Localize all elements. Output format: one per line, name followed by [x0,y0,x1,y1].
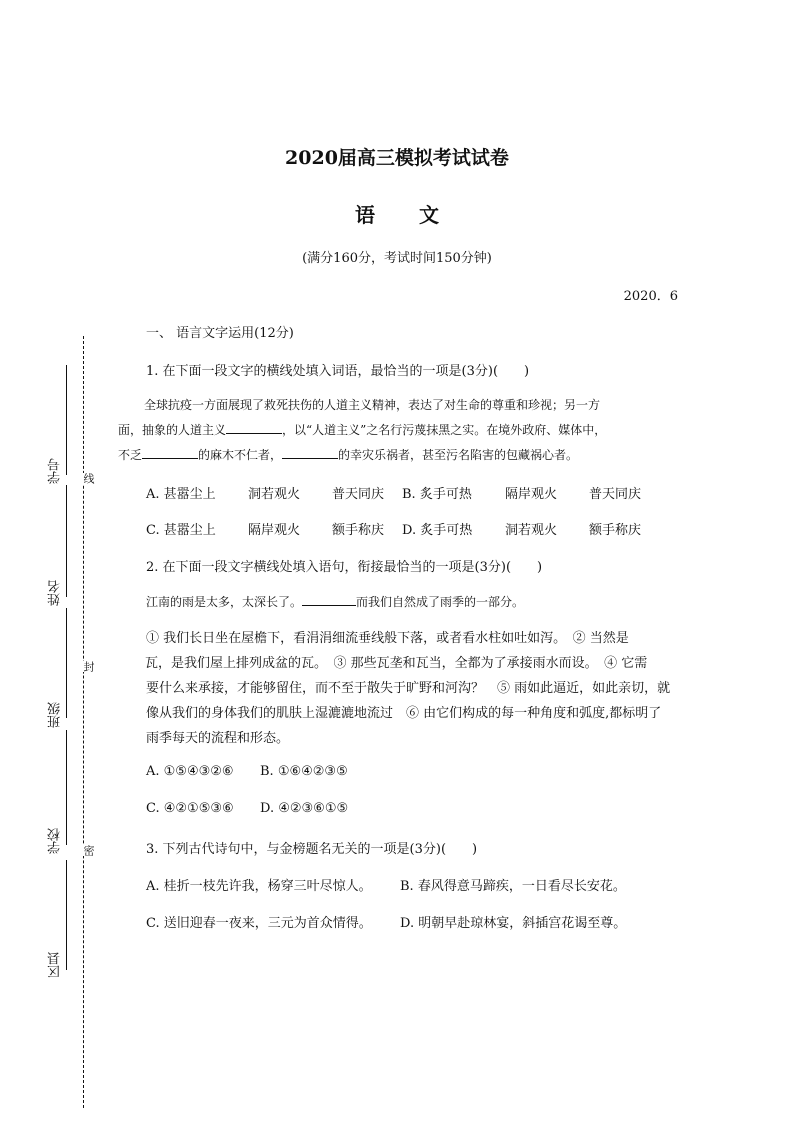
subject-char-2: 文 [419,203,439,227]
q1-option-d-1[interactable]: D. 炙手可热 [402,523,473,538]
class-line [66,608,67,718]
q1-passage [118,393,683,468]
q1-option-b-2: 隔岸观火 [505,487,558,502]
q1-option-d-3: 额手称庆 [589,523,642,538]
binding-dashed-line [83,336,84,1108]
exam-title: 2020届高三模拟考试试卷 [285,147,509,169]
student-id-line [66,365,67,475]
q1-blank-1 [226,421,282,434]
q2-sentence-line: 要什么来承接，才能够留住，而不至于散失于旷野和河沟？ ⑤ 雨如此逼近，如此亲切，就 [146,681,671,696]
q1-options-row-2 [146,519,641,538]
school-label: 学校 [48,828,63,854]
q3-option-c[interactable]: C. 送旧迎春一夜来，三元为首众情得。 [146,916,372,931]
q2-text: 江南的雨是太多，太深长了。 [146,595,303,609]
q2-option-c[interactable]: C. ④②①⑤③⑥ [146,801,234,816]
q1-option-b-1[interactable]: B. 炙手可热 [402,487,472,502]
q1-passage-line-1: 全球抗疫一方面展现了救死扶伤的人道主义精神，表达了对生命的尊重和珍视；另一方 [144,398,601,412]
q3-option-d[interactable]: D. 明朝早赴琼林宴，斜插宫花谒至尊。 [400,916,627,931]
name-label: 姓名 [48,580,63,606]
q2-sentences [146,626,683,751]
subject-char-1: 语 [355,203,375,227]
q1-option-c-3: 额手称庆 [332,523,385,538]
q2-passage [146,590,683,615]
q1-blank-2 [142,446,198,459]
q3-option-a[interactable]: A. 桂折一枝先许我，杨穿三叶尽惊人。 [146,879,372,894]
q1-text: 的麻木不仁者， [198,448,283,462]
q1-text: 面，抽象的人道主义 [118,423,227,437]
q2-sentence-line: ① 我们长日坐在屋檐下，看涓涓细流垂线般下落，或者看水柱如吐如泻。 ② 当然是 [146,631,629,646]
q1-option-a-3: 普天同庆 [332,487,385,502]
q2-options-row-2 [146,801,348,816]
q1-text: 不乏 [118,448,143,462]
q1-blank-3 [282,446,338,459]
q1-passage-line-3 [118,443,683,468]
subject-title [0,199,794,228]
q1-text: ，以“人道主义”之名行污蔑抹黑之实。在境外政府、媒体中， [282,423,607,437]
q3-option-b[interactable]: B. 春风得意马蹄疾，一日看尽长安花。 [400,879,626,894]
q2-text: 而我们自然成了雨季的一部分。 [356,595,525,609]
q2-sentence-line: 瓦，是我们屋上排列成盆的瓦。 ③ 那些瓦垄和瓦当，全都为了承接雨水而设。 ④ 它需 [145,656,648,671]
q2-stem: 2. 在下面一段文字横线处填入语句，衔接最恰当的一项是(3分)( ) [146,560,543,575]
q1-option-c-2: 隔岸观火 [248,523,301,538]
q2-sentence-line: 雨季每天的流程和形态。 [146,731,290,746]
q2-option-d[interactable]: D. ④②③⑥①⑤ [260,801,349,816]
district-line [66,860,67,970]
class-label: 班级 [48,702,63,728]
school-line [66,730,67,845]
q1-option-d-2: 洞若观火 [505,523,558,538]
q1-option-c-1[interactable]: C. 甚嚣尘上 [146,523,216,538]
exam-note: (满分160分，考试时间150分钟) [302,251,492,266]
q1-option-a-2: 洞若观火 [248,487,301,502]
seal-seal-mark: 封 [82,661,95,672]
q3-stem: 3. 下列古代诗句中，与金榜题名无关的一项是(3分)( ) [146,842,478,857]
q1-option-b-3: 普天同庆 [589,487,642,502]
name-line [66,485,67,597]
q2-option-a[interactable]: A. ①⑤④③②⑥ [146,764,234,779]
district-label: 区县 [48,952,63,978]
q1-text: 的幸灾乐祸者，甚至污名陷害的包藏祸心者。 [338,448,579,462]
q2-option-b[interactable]: B. ①⑥④②③⑤ [260,764,348,779]
q1-options-row-1 [146,483,641,502]
q1-option-a-1[interactable]: A. 甚嚣尘上 [146,487,216,502]
section-heading: 一、 语言文字运用(12分) [146,326,294,341]
q2-options-row-1 [146,764,348,779]
q1-passage-line-2 [118,418,683,443]
q3-options-row-2 [146,912,626,931]
q2-sentence-line: 像从我们的身体我们的肌肤上湿漉漉地流过 ⑥ 由它们构成的每一种角度和弧度,都标明了 [146,706,662,721]
q2-blank [302,593,356,606]
q3-options-row-1 [146,875,626,894]
seal-line-mark: 线 [82,473,95,484]
student-id-label: 学号 [48,458,63,484]
q1-stem: 1. 在下面一段文字的横线处填入词语，最恰当的一项是(3分)( ) [146,364,530,379]
exam-date: 2020．6 [623,289,678,304]
seal-secret-mark: 密 [82,845,95,856]
